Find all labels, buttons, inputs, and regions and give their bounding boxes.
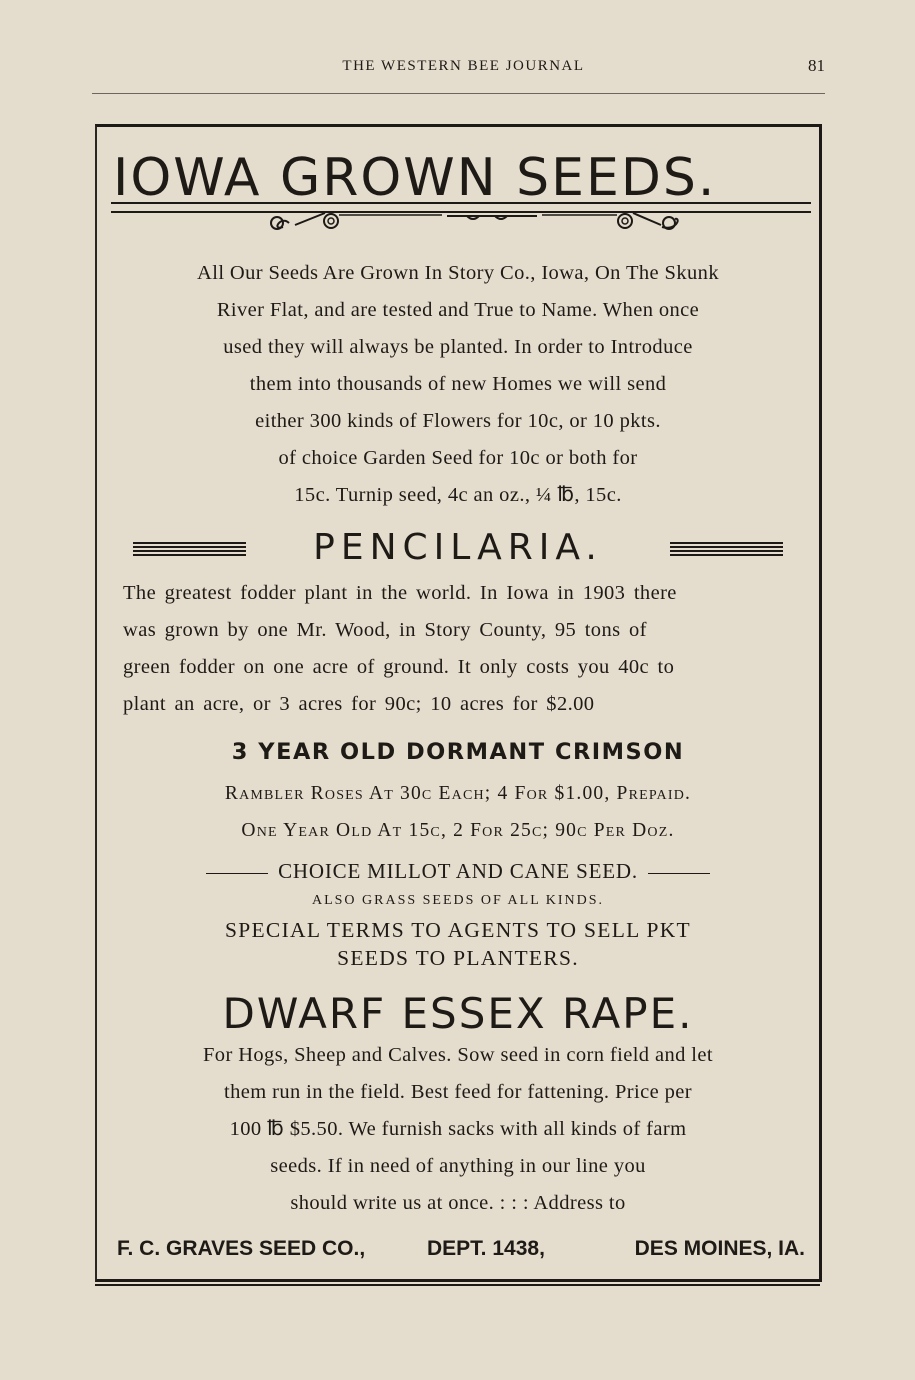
- text-line: of choice Garden Seed for 10c or both for: [278, 447, 638, 469]
- choice-seed-line: [97, 859, 819, 884]
- pencilaria-heading: PENCILARIA.: [313, 527, 603, 568]
- ad-headline: IOWA GROWN SEEDS.: [113, 148, 717, 208]
- roses-prices: [97, 775, 819, 849]
- text-line: them run in the field. Best feed for fattening. Price per: [224, 1081, 692, 1103]
- text-line: River Flat, and are tested and True to Name. When once: [216, 299, 700, 321]
- text-line: 15c. Turnip seed, 4c an oz., ¼ ℔, 15c.: [294, 484, 622, 506]
- text-line: One Year Old At 15c, 2 For 25c; 90c Per Doz.: [241, 820, 675, 841]
- text-line: used they will always be planted. In order to Introduce: [223, 336, 693, 358]
- text-line: them into thousands of new Homes we will send: [249, 373, 667, 395]
- text-line: Rambler Roses At 30c Each; 4 For $1.00, Prepaid.: [224, 783, 692, 804]
- text-line: seeds. If in need of anything in our line you: [270, 1155, 646, 1177]
- pencilaria-heading-row: [127, 527, 789, 574]
- text-line: For Hogs, Sheep and Calves. Sow seed in corn field and let: [203, 1044, 713, 1066]
- grass-seeds-line: ALSO GRASS SEEDS OF ALL KINDS.: [311, 893, 605, 908]
- rape-heading: DWARF ESSEX RAPE.: [222, 989, 694, 1038]
- rape-paragraph: [97, 1037, 819, 1222]
- city: DES MOINES, IA.: [634, 1237, 805, 1260]
- text-line: All Our Seeds Are Grown In Story Co., Iowa, On The Skunk: [197, 262, 719, 284]
- running-head: [92, 58, 825, 82]
- company-address: [117, 1237, 805, 1267]
- header-rule: [92, 93, 825, 94]
- company-name: F. C. GRAVES SEED CO.,: [117, 1237, 366, 1260]
- text-line: either 300 kinds of Flowers for 10c, or 10 pkts.: [255, 410, 661, 432]
- dash-rule-right: [648, 873, 710, 874]
- roses-heading: 3 YEAR OLD DORMANT CRIMSON: [231, 739, 685, 765]
- bottom-rule: [95, 1284, 820, 1286]
- advertisement-frame: [95, 124, 822, 1282]
- text-line: The greatest fodder plant in the world. In Iowa in 1903 there: [123, 582, 677, 604]
- text-line: was grown by one Mr. Wood, in Story County, 95 tons of: [123, 619, 647, 641]
- scroll-ornament: [237, 209, 707, 233]
- text-line: should write us at once. : : : Address to: [290, 1192, 626, 1214]
- journal-title: THE WESTERN BEE JOURNAL: [342, 58, 585, 74]
- intro-paragraph: [97, 255, 819, 514]
- dash-rule-left: [206, 873, 268, 874]
- text-line: SEEDS TO PLANTERS.: [337, 946, 579, 970]
- special-terms: [97, 916, 819, 972]
- page-number: 81: [808, 56, 825, 75]
- decorative-rule-right: [670, 542, 783, 556]
- department: DEPT. 1438,: [427, 1237, 545, 1260]
- text-line: plant an acre, or 3 acres for 90c; 10 acres for $2.00: [123, 693, 595, 715]
- choice-seed-text: CHOICE MILLOT AND CANE SEED.: [278, 859, 638, 883]
- text-line: SPECIAL TERMS TO AGENTS TO SELL PKT: [224, 918, 691, 942]
- pencilaria-paragraph: [123, 575, 819, 723]
- text-line: green fodder on one acre of ground. It only costs you 40c to: [123, 656, 675, 678]
- text-line: 100 ℔ $5.50. We furnish sacks with all kinds of farm: [229, 1118, 687, 1140]
